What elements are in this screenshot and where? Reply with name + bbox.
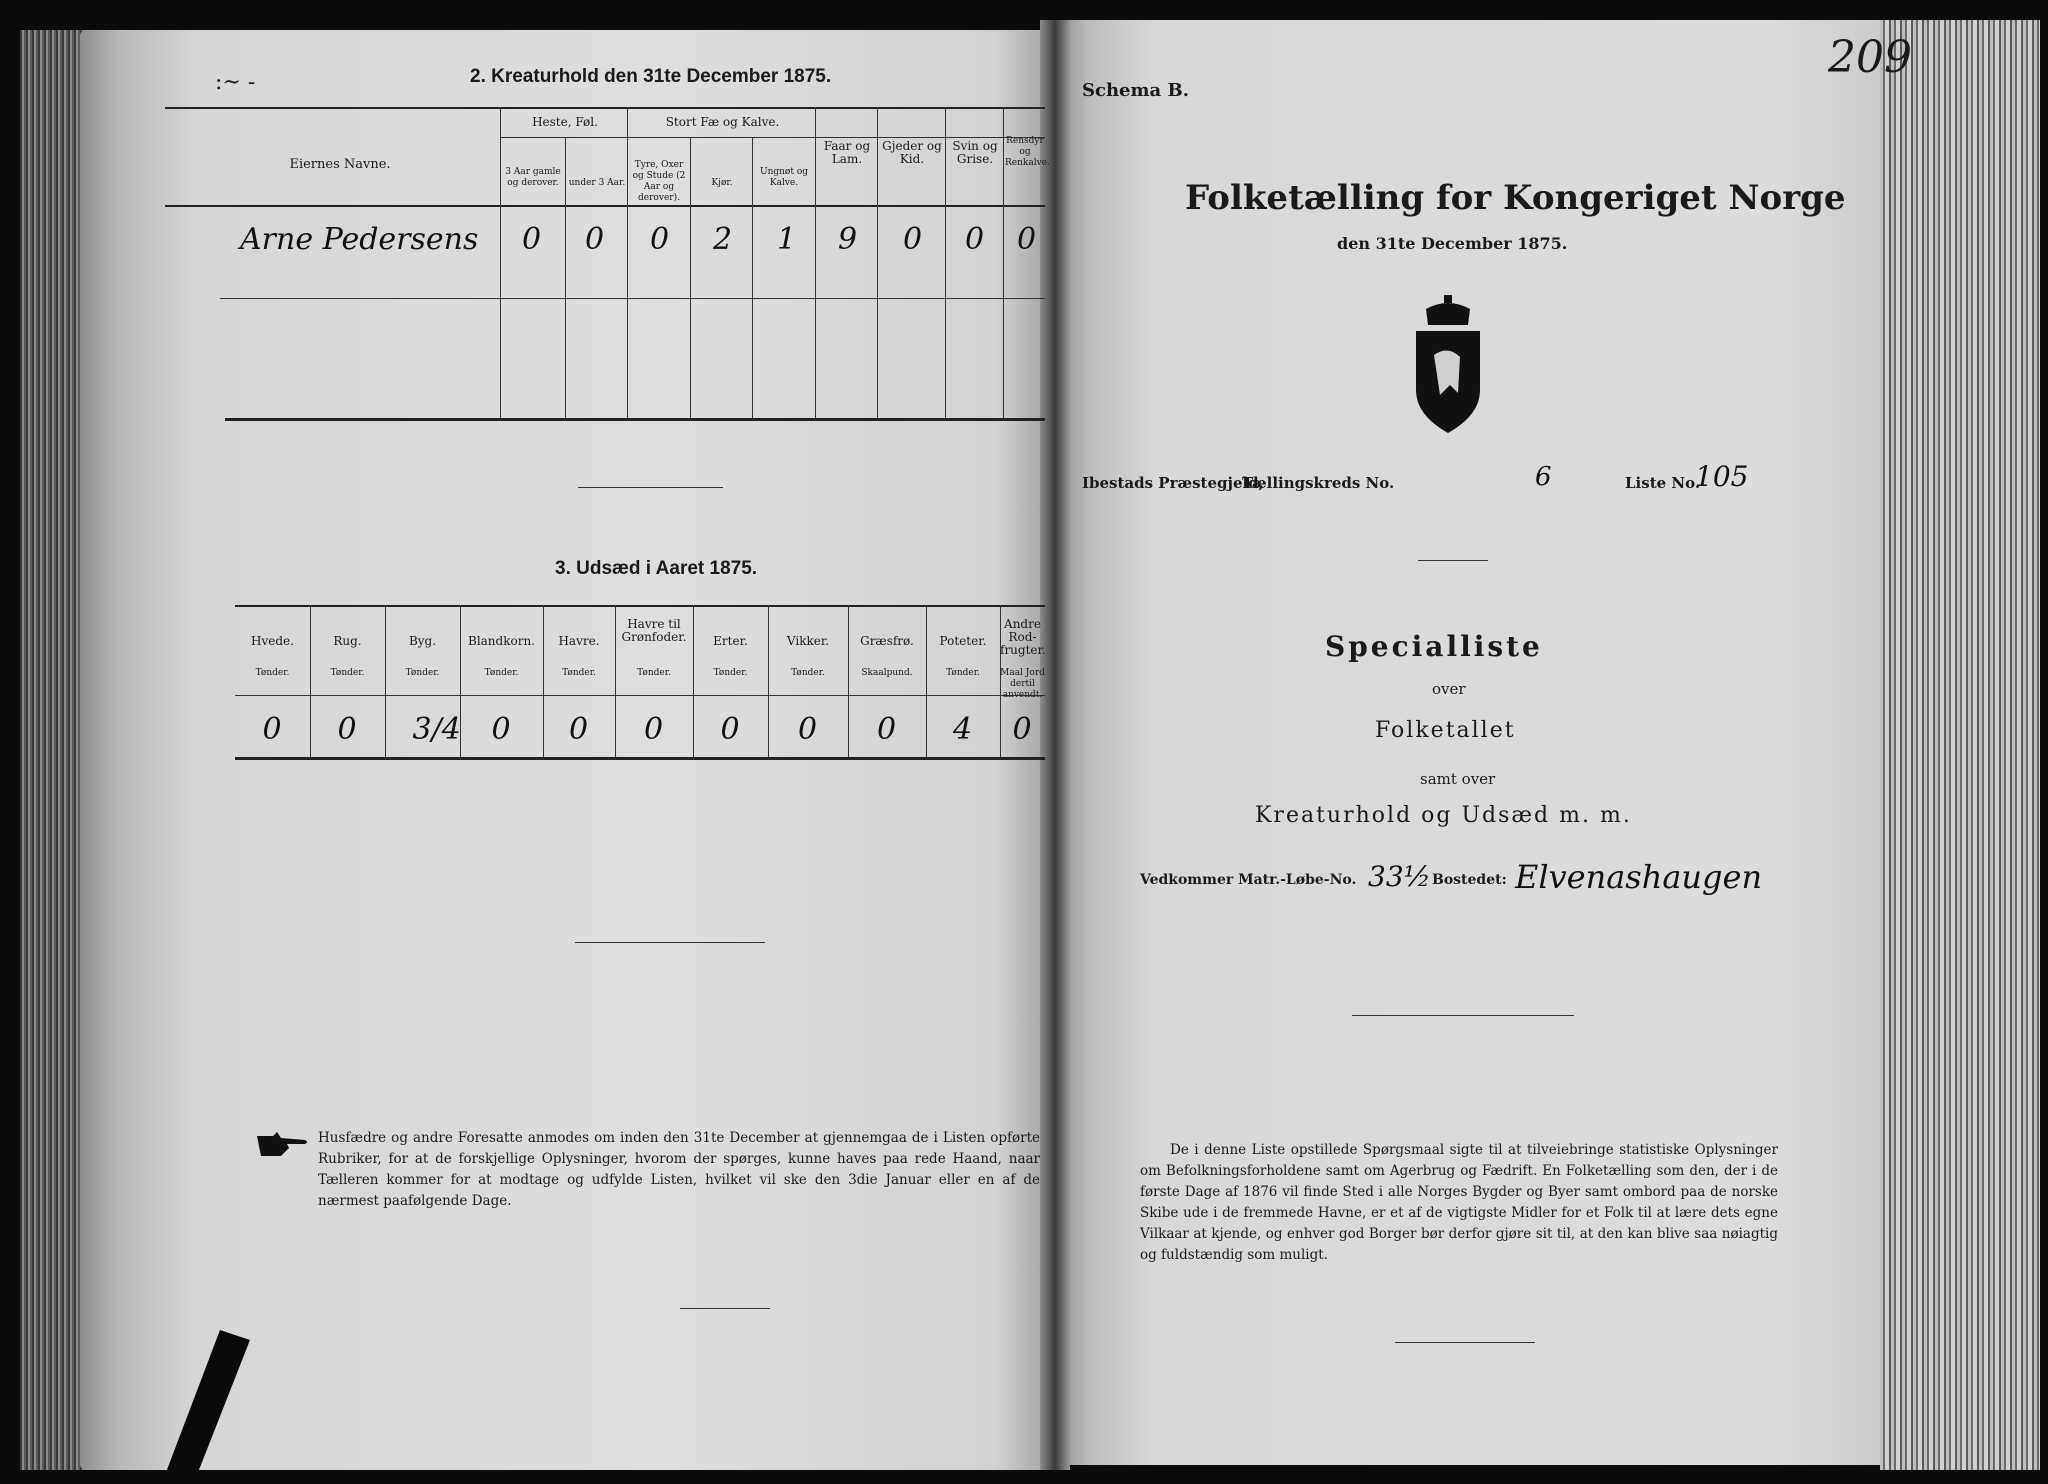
- cell-value: 0: [903, 222, 923, 257]
- table3-bottom-rule: [235, 757, 1045, 760]
- folketallet-label: Folketallet: [1375, 718, 1516, 743]
- table3-col-unit: Tønder.: [791, 668, 825, 678]
- section2-title: 2. Kreaturhold den 31te December 1875.: [470, 66, 832, 87]
- table3-col-unit: Tønder.: [330, 668, 365, 678]
- table2-col: [500, 107, 501, 418]
- col-ungnot: Ungnøt og Kalve.: [759, 167, 808, 188]
- col-faar: Faar og Lam.: [823, 139, 871, 166]
- col-3aar: 3 Aar gamle og derover.: [505, 167, 561, 188]
- pencil-mark: :~ -: [215, 70, 256, 95]
- table2-top-rule: [165, 107, 1045, 109]
- right-page-stack: [1880, 20, 2040, 1470]
- group-heste: Heste, Føl.: [532, 115, 598, 129]
- table3-col-unit: Tønder.: [713, 668, 748, 678]
- owner-header: Eiernes Navne.: [289, 157, 391, 172]
- divider: [680, 1308, 770, 1309]
- instructions-notice: Husfædre og andre Foresatte anmodes om inden den 31te December at gjennemgaa de i Listen opførte Rubriker, for at de forskjellige Oplysninger, hvorom der spørges, kunne haves paa rede Haand, naar Tælleren kommer for at modtage og udfylde Listen, hvilket vil ske den 3die Januar eller en af de nærmest paafølgende Dage.: [318, 1130, 1040, 1209]
- form-title: Folketælling for Kongeriget Norge: [1185, 178, 1846, 218]
- table3-cell-value: 0: [798, 712, 818, 747]
- divider: [578, 487, 723, 488]
- table3-cell-value: 0: [337, 712, 357, 747]
- pointing-hand-icon: [255, 1130, 310, 1160]
- table3-col-name: Vikker.: [786, 634, 830, 648]
- table3-col: [693, 605, 694, 757]
- list-number: 105: [1695, 460, 1749, 493]
- matr-label: Vedkommer Matr.-Løbe-No.: [1140, 872, 1357, 888]
- coat-of-arms-icon: [1408, 295, 1488, 435]
- table3-cell-value: 0: [1012, 712, 1032, 747]
- cell-value: 9: [838, 222, 858, 257]
- table3-cell-value: 0: [720, 712, 740, 747]
- table2-col: [945, 107, 946, 418]
- table3-col: [310, 605, 311, 757]
- table3-col-name: Græsfrø.: [860, 634, 914, 648]
- table3-col-name: Byg.: [408, 634, 437, 648]
- divider: [1352, 1015, 1574, 1016]
- cell-value: 2: [713, 222, 733, 257]
- table3-header-rule: [235, 695, 1045, 696]
- section3-title: 3. Udsæd i Aaret 1875.: [555, 558, 758, 579]
- cell-value: 0: [650, 222, 670, 257]
- page-number: 209: [1828, 32, 1912, 83]
- group-stort: Stort Fæ og Kalve.: [665, 115, 780, 129]
- table3-cell-value: 0: [877, 712, 897, 747]
- table3-col-name: Hvede.: [251, 634, 294, 648]
- table3-col-name: Havre til Grønfoder.: [621, 617, 687, 644]
- divider: [575, 942, 765, 943]
- col-kjor: Kjør.: [711, 178, 733, 188]
- table3-col: [768, 605, 769, 757]
- table3-col-unit: Tønder.: [405, 668, 440, 678]
- table3-col-unit: Maal Jord dertil anvendt.: [1000, 668, 1045, 700]
- table3-col-name: Blandkorn.: [468, 634, 535, 648]
- table3-col-unit: Tønder.: [946, 668, 980, 678]
- table3-col: [848, 605, 849, 757]
- table2-col: [1003, 107, 1004, 418]
- table3-col-name: Erter.: [713, 634, 748, 648]
- matr-number: 33½: [1368, 860, 1431, 893]
- col-under3: under 3 Aar.: [568, 178, 626, 188]
- table3-col-unit: Tønder.: [562, 668, 596, 678]
- specialliste-heading: Specialliste: [1325, 630, 1543, 663]
- table2-col: [565, 137, 566, 418]
- pencil-shadow: [165, 1330, 255, 1480]
- table3-col-name: Andre Rod-frugter.: [1000, 617, 1046, 657]
- table3-top-rule: [235, 605, 1045, 607]
- table2-header-rule: [165, 205, 1045, 207]
- bosted-value: Elvenashaugen: [1515, 858, 1763, 896]
- table3-col-unit: Tønder.: [637, 668, 671, 678]
- samt-over-label: samt over: [1420, 770, 1496, 788]
- table3-cell-value: 0: [569, 712, 589, 747]
- cell-value: 0: [1017, 222, 1037, 257]
- table3-cell-value: 0: [262, 712, 282, 747]
- table2-col: [752, 137, 753, 418]
- table3-col: [385, 605, 386, 757]
- table2-row-rule: [220, 298, 1045, 299]
- table2-col: [690, 137, 691, 418]
- form-date: den 31te December 1875.: [1337, 234, 1568, 253]
- divider: [1418, 560, 1488, 561]
- table3-col-unit: Skaalpund.: [861, 668, 913, 678]
- table2-col: [877, 107, 878, 418]
- kreaturhold-heading: Kreaturhold og Udsæd m. m.: [1255, 803, 1632, 828]
- divider: [1395, 1342, 1535, 1343]
- table2-bottom-rule: [225, 418, 1045, 421]
- cell-value: 0: [585, 222, 605, 257]
- table3-col-name: Rug.: [333, 634, 362, 648]
- table3-cell-value: 0: [644, 712, 664, 747]
- bosted-label: Bostedet:: [1432, 872, 1507, 888]
- col-rensdyr: Rensdyr og Renkalve.: [1005, 136, 1050, 168]
- table3-col: [926, 605, 927, 757]
- district-label: Tællingskreds No.: [1242, 474, 1395, 492]
- table3-cell-value: 0: [491, 712, 511, 747]
- cell-value: 0: [522, 222, 542, 257]
- cell-value: 1: [777, 222, 797, 257]
- owner-name: Arne Pedersens: [240, 222, 479, 257]
- cell-value: 0: [965, 222, 985, 257]
- table2-col: [627, 107, 628, 418]
- table3-col-name: Poteter.: [939, 634, 987, 648]
- table3-cell-value: 4: [953, 712, 973, 747]
- col-tyre: Tyre, Oxer og Stude (2 Aar og derover).: [632, 160, 686, 203]
- table3-cell-value: 3/4: [412, 712, 461, 747]
- book-gutter: [1040, 20, 1070, 1470]
- list-label: Liste No.: [1625, 474, 1701, 492]
- district-number: 6: [1535, 462, 1552, 492]
- over-label: over: [1432, 680, 1466, 698]
- table3-col: [543, 605, 544, 757]
- table2-col: [815, 107, 816, 418]
- table3-col-unit: Tønder.: [255, 668, 290, 678]
- parish-label: Ibestads Præstegjeld,: [1082, 474, 1264, 492]
- col-gjeder: Gjeder og Kid.: [882, 139, 942, 166]
- table3-col-unit: Tønder.: [484, 668, 519, 678]
- schema-label: Schema B.: [1082, 80, 1189, 101]
- table2-group-rule: [500, 137, 1045, 138]
- footer-paragraph: De i denne Liste opstillede Spørgsmaal sigte til at tilveiebringe statistiske Oplysninger om Befolkningsforholdene samt om Agerbrug og Fædrift. En Folketælling som den, der i de første Dage af 1876 vil finde Sted i alle Norges Bygder og Byer samt ombord paa de norske Skibe ude i de fremmede Havne, er et af de vigtigste Midler for et Folk til at lære dets egne Vilkaar at kjende, og enhver god Borger bør derfor gjøre sit til, at den kan blive saa nøiagtig og fuldstændig som muligt.: [1140, 1142, 1778, 1263]
- col-svin: Svin og Grise.: [952, 139, 998, 166]
- table3-col-name: Havre.: [558, 634, 600, 648]
